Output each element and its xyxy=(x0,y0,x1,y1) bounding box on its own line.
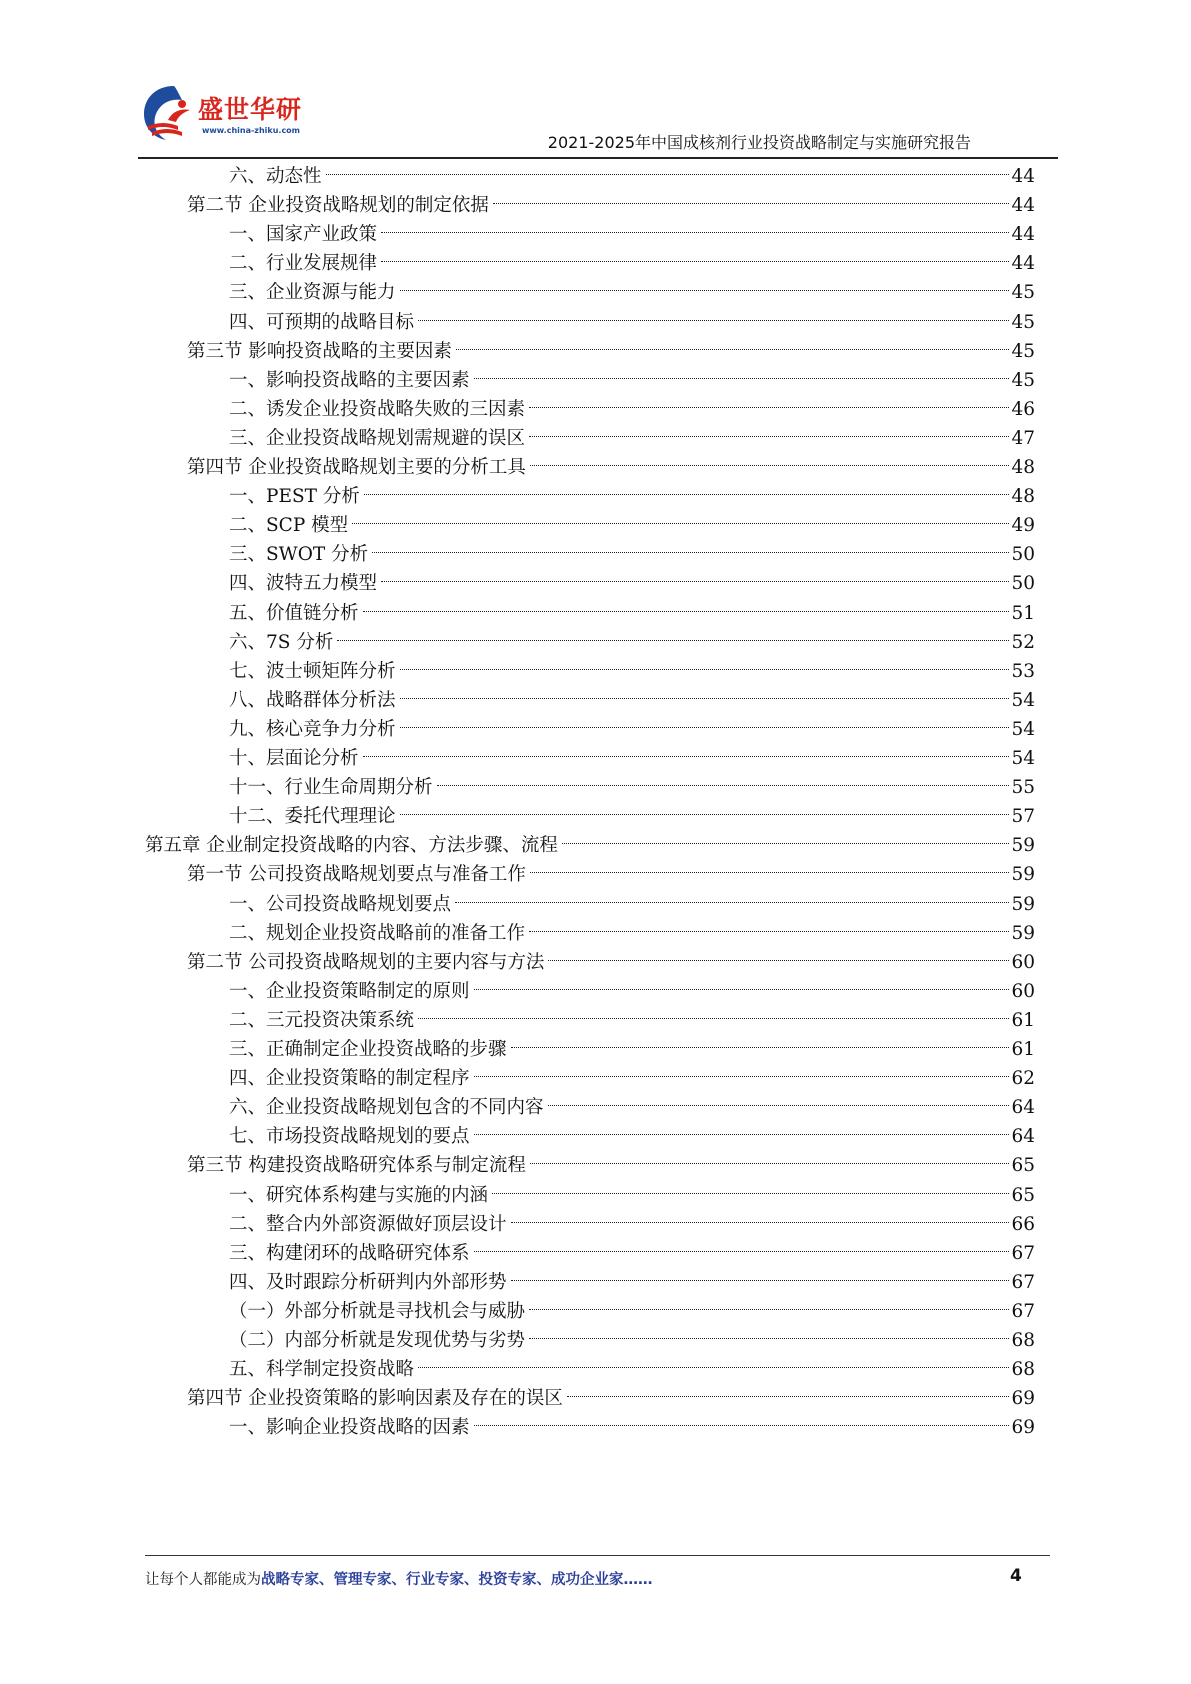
toc-leader-dots xyxy=(372,552,1009,553)
toc-entry-page: 47 xyxy=(1011,427,1035,449)
toc-entry[interactable] xyxy=(229,599,1035,629)
toc-entry[interactable] xyxy=(229,1122,1035,1152)
toc-entry[interactable] xyxy=(229,569,1035,599)
toc-entry-page: 59 xyxy=(1011,922,1035,944)
toc-entry-label: 三、企业投资战略规划需规避的误区 xyxy=(229,427,526,449)
toc-entry-page: 60 xyxy=(1011,951,1035,973)
footer-slogan-highlight: 战略专家、管理专家、行业专家、投资专家、成功企业家…… xyxy=(261,1572,653,1588)
toc-entry[interactable] xyxy=(229,540,1035,570)
toc-entry[interactable] xyxy=(229,366,1035,396)
toc-leader-dots xyxy=(400,727,1010,728)
toc-leader-dots xyxy=(363,756,1010,757)
toc-entry[interactable] xyxy=(229,1268,1035,1298)
toc-entry-page: 49 xyxy=(1011,515,1035,537)
toc-entry-page: 55 xyxy=(1011,777,1035,799)
toc-entry-page: 46 xyxy=(1011,398,1035,420)
toc-entry-label: 十一、行业生命周期分析 xyxy=(229,777,433,799)
page-header xyxy=(0,0,1191,160)
toc-entry-page: 45 xyxy=(1011,311,1035,333)
toc-entry[interactable] xyxy=(229,162,1035,192)
toc-leader-dots xyxy=(474,1076,1010,1077)
toc-leader-dots xyxy=(567,1396,1010,1397)
header-divider xyxy=(138,157,1058,159)
toc-entry-page: 59 xyxy=(1011,835,1035,857)
toc-entry-page: 52 xyxy=(1011,631,1035,653)
toc-leader-dots xyxy=(364,494,1010,495)
toc-entry-label: 四、可预期的战略目标 xyxy=(229,311,415,333)
toc-leader-dots xyxy=(400,290,1010,291)
toc-leader-dots xyxy=(493,203,1010,204)
toc-entry-page: 44 xyxy=(1011,195,1035,217)
company-logo xyxy=(138,82,308,144)
toc-entry-page: 53 xyxy=(1011,660,1035,682)
toc-entry-page: 50 xyxy=(1011,544,1035,566)
toc-entry-page: 64 xyxy=(1011,1097,1035,1119)
toc-entry-page: 54 xyxy=(1011,748,1035,769)
page-number: 4 xyxy=(1010,1566,1022,1586)
toc-entry-label: 十二、委托代理理论 xyxy=(229,806,396,828)
toc-entry[interactable] xyxy=(187,860,1035,890)
toc-entry-label: 一、影响企业投资战略的因素 xyxy=(229,1417,470,1439)
toc-entry-label: 二、SCP 模型 xyxy=(229,515,349,537)
toc-entry-label: 三、构建闭环的战略研究体系 xyxy=(229,1242,470,1264)
toc-leader-dots xyxy=(474,1251,1010,1252)
report-title: 2021-2025年中国成核剂行业投资战略制定与实施研究报告 xyxy=(547,133,971,152)
toc-leader-dots xyxy=(352,523,1009,524)
toc-entry[interactable] xyxy=(229,1326,1035,1356)
toc-entry-page: 67 xyxy=(1011,1271,1035,1293)
toc-leader-dots xyxy=(529,931,1009,932)
toc-entry[interactable] xyxy=(229,715,1035,745)
toc-entry[interactable] xyxy=(229,249,1035,279)
toc-entry[interactable] xyxy=(229,657,1035,687)
toc-entry-label: 七、市场投资战略规划的要点 xyxy=(229,1126,470,1148)
logo-text: 盛世华研 xyxy=(198,95,303,124)
toc-entry[interactable] xyxy=(187,1151,1035,1181)
toc-entry-page: 51 xyxy=(1011,602,1035,624)
toc-leader-dots xyxy=(529,1338,1009,1339)
toc-entry[interactable] xyxy=(187,948,1035,978)
toc-entry-label: 六、动态性 xyxy=(229,166,322,187)
toc-entry-page: 66 xyxy=(1011,1213,1035,1235)
toc-leader-dots xyxy=(400,669,1010,670)
toc-entry-label: 一、影响投资战略的主要因素 xyxy=(229,369,470,391)
toc-entry-page: 61 xyxy=(1011,1039,1035,1060)
toc-entry-page: 48 xyxy=(1011,486,1035,508)
toc-entry-label: 第四节 企业投资策略的影响因素及存在的误区 xyxy=(187,1388,563,1410)
toc-entry-label: 二、规划企业投资战略前的准备工作 xyxy=(229,922,526,944)
toc-entry-label: 一、研究体系构建与实施的内涵 xyxy=(229,1184,489,1206)
toc-entry-page: 45 xyxy=(1011,369,1035,391)
toc-entry[interactable] xyxy=(229,890,1035,920)
toc-entry[interactable] xyxy=(229,628,1035,658)
toc-entry-page: 64 xyxy=(1011,1126,1035,1148)
toc-entry-label: 三、正确制定企业投资战略的步骤 xyxy=(229,1039,507,1060)
toc-entry[interactable] xyxy=(229,1210,1035,1240)
toc-leader-dots xyxy=(511,1047,1010,1048)
toc-entry[interactable] xyxy=(187,1384,1035,1414)
toc-leader-dots xyxy=(337,640,1009,641)
toc-entry-label: 四、企业投资策略的制定程序 xyxy=(229,1068,470,1090)
toc-entry-page: 45 xyxy=(1011,340,1035,362)
toc-entry[interactable] xyxy=(229,1035,1035,1065)
toc-entry-label: 第三节 影响投资战略的主要因素 xyxy=(187,340,452,362)
toc-entry-label: 第三节 构建投资战略研究体系与制定流程 xyxy=(187,1155,526,1177)
toc-entry[interactable] xyxy=(229,278,1035,308)
toc-leader-dots xyxy=(326,174,1010,175)
toc-entry-label: 五、价值链分析 xyxy=(229,602,359,624)
toc-leader-dots xyxy=(548,960,1009,961)
toc-entry-page: 45 xyxy=(1011,282,1035,304)
toc-leader-dots xyxy=(418,1018,1009,1019)
toc-entry-label: 一、PEST 分析 xyxy=(229,486,360,508)
toc-entry[interactable] xyxy=(229,308,1035,338)
toc-leader-dots xyxy=(418,1367,1009,1368)
toc-entry[interactable] xyxy=(229,1297,1035,1327)
toc-entry-label: 二、行业发展规律 xyxy=(229,253,378,275)
toc-entry-label: 九、核心竞争力分析 xyxy=(229,718,396,740)
toc-entry-page: 50 xyxy=(1011,573,1035,595)
toc-entry-label: 一、公司投资战略规划要点 xyxy=(229,893,452,915)
footer-divider xyxy=(145,1555,1050,1556)
toc-entry[interactable] xyxy=(229,424,1035,454)
toc-entry-label: 七、波士顿矩阵分析 xyxy=(229,660,396,682)
toc-entry[interactable] xyxy=(187,191,1035,221)
toc-entry-label: 二、诱发企业投资战略失败的三因素 xyxy=(229,398,526,420)
toc-entry[interactable] xyxy=(187,453,1035,483)
toc-entry-page: 67 xyxy=(1011,1242,1035,1264)
toc-leader-dots xyxy=(474,1134,1010,1135)
toc-leader-dots xyxy=(381,232,1009,233)
toc-entry-label: 第二节 企业投资战略规划的制定依据 xyxy=(187,195,489,217)
toc-entry[interactable] xyxy=(229,919,1035,949)
toc-leader-dots xyxy=(437,785,1010,786)
toc-entry-label: （二）内部分析就是发现优势与劣势 xyxy=(229,1330,526,1351)
toc-leader-dots xyxy=(418,320,1009,321)
toc-leader-dots xyxy=(381,581,1009,582)
toc-leader-dots xyxy=(511,1280,1010,1281)
toc-leader-dots xyxy=(530,465,1010,466)
toc-entry-label: 二、三元投资决策系统 xyxy=(229,1009,415,1031)
toc-entry-label: 第四节 企业投资战略规划主要的分析工具 xyxy=(187,457,526,478)
toc-entry-label: 二、整合内外部资源做好顶层设计 xyxy=(229,1213,507,1235)
toc-entry-label: 一、企业投资策略制定的原则 xyxy=(229,980,470,1002)
toc-leader-dots xyxy=(455,902,1009,903)
footer-slogan xyxy=(145,1568,653,1589)
footer-slogan-prefix: 让每个人都能成为 xyxy=(145,1572,261,1588)
toc-entry-label: 第一节 公司投资战略规划要点与准备工作 xyxy=(187,864,526,886)
toc-entry[interactable] xyxy=(229,1093,1035,1123)
toc-entry-label: 三、SWOT 分析 xyxy=(229,544,369,566)
toc-leader-dots xyxy=(363,611,1010,612)
toc-entry[interactable] xyxy=(187,337,1035,367)
toc-entry-label: 一、国家产业政策 xyxy=(229,224,378,246)
toc-entry[interactable] xyxy=(229,773,1035,803)
toc-leader-dots xyxy=(492,1193,1009,1194)
toc-entry-label: 六、企业投资战略规划包含的不同内容 xyxy=(229,1097,544,1119)
toc-entry-label: 三、企业资源与能力 xyxy=(229,282,396,304)
toc-entry-page: 69 xyxy=(1011,1417,1035,1439)
toc-leader-dots xyxy=(474,989,1010,990)
toc-entry[interactable] xyxy=(229,1239,1035,1269)
toc-entry-label: 四、波特五力模型 xyxy=(229,573,378,595)
toc-entry[interactable] xyxy=(229,744,1035,774)
toc-entry-page: 68 xyxy=(1011,1330,1035,1351)
logo-emblem-icon xyxy=(138,82,202,144)
toc-entry-label: 六、7S 分析 xyxy=(229,631,334,653)
toc-entry-page: 57 xyxy=(1011,806,1035,828)
toc-entry[interactable] xyxy=(229,1413,1035,1443)
toc-entry[interactable] xyxy=(229,1181,1035,1211)
toc-entry-page: 44 xyxy=(1011,166,1035,187)
toc-leader-dots xyxy=(529,1309,1009,1310)
toc-entry[interactable] xyxy=(229,1355,1035,1385)
toc-entry[interactable] xyxy=(145,831,1035,861)
toc-entry-label: 八、战略群体分析法 xyxy=(229,689,396,711)
toc-entry-page: 61 xyxy=(1011,1009,1035,1031)
toc-leader-dots xyxy=(529,407,1009,408)
logo-url: www.china-zhiku.com xyxy=(202,126,301,135)
toc-leader-dots xyxy=(562,843,1010,844)
toc-entry-page: 44 xyxy=(1011,253,1035,275)
toc-entry-label: 十、层面论分析 xyxy=(229,748,359,769)
toc-entry[interactable] xyxy=(229,482,1035,512)
toc-entry[interactable] xyxy=(229,1006,1035,1036)
toc-leader-dots xyxy=(456,349,1010,350)
toc-leader-dots xyxy=(530,872,1010,873)
toc-entry-page: 65 xyxy=(1011,1184,1035,1206)
toc-entry-page: 65 xyxy=(1011,1155,1035,1177)
toc-entry[interactable] xyxy=(229,686,1035,716)
toc-entry-page: 59 xyxy=(1011,893,1035,915)
toc-entry-page: 62 xyxy=(1011,1068,1035,1090)
toc-leader-dots xyxy=(511,1222,1010,1223)
toc-entry-label: 第二节 公司投资战略规划的主要内容与方法 xyxy=(187,951,545,973)
toc-leader-dots xyxy=(400,814,1010,815)
toc-entry-page: 67 xyxy=(1011,1300,1035,1322)
toc-entry[interactable] xyxy=(229,802,1035,832)
toc-entry-label: 五、科学制定投资战略 xyxy=(229,1359,415,1381)
toc-leader-dots xyxy=(474,378,1010,379)
toc-entry-page: 48 xyxy=(1011,457,1035,478)
toc-leader-dots xyxy=(474,1425,1010,1426)
toc-entry-label: （一）外部分析就是寻找机会与威胁 xyxy=(229,1300,526,1322)
toc-leader-dots xyxy=(381,261,1009,262)
toc-entry[interactable] xyxy=(229,511,1035,541)
toc-leader-dots xyxy=(529,436,1009,437)
toc-entry-label: 第五章 企业制定投资战略的内容、方法步骤、流程 xyxy=(145,835,558,857)
toc-entry-page: 60 xyxy=(1011,980,1035,1002)
toc-entry-page: 59 xyxy=(1011,864,1035,886)
toc-entry-page: 69 xyxy=(1011,1388,1035,1410)
toc-leader-dots xyxy=(400,698,1010,699)
toc-entry-page: 68 xyxy=(1011,1359,1035,1381)
toc-entry-page: 54 xyxy=(1011,689,1035,711)
toc-entry[interactable] xyxy=(229,395,1035,425)
toc-entry[interactable] xyxy=(229,977,1035,1007)
toc-entry-label: 四、及时跟踪分析研判内外部形势 xyxy=(229,1271,507,1293)
toc-entry[interactable] xyxy=(229,1064,1035,1094)
toc-entry-page: 54 xyxy=(1011,718,1035,740)
toc-leader-dots xyxy=(530,1163,1010,1164)
toc-entry[interactable] xyxy=(229,220,1035,250)
toc-leader-dots xyxy=(548,1105,1010,1106)
toc-entry-page: 44 xyxy=(1011,224,1035,246)
